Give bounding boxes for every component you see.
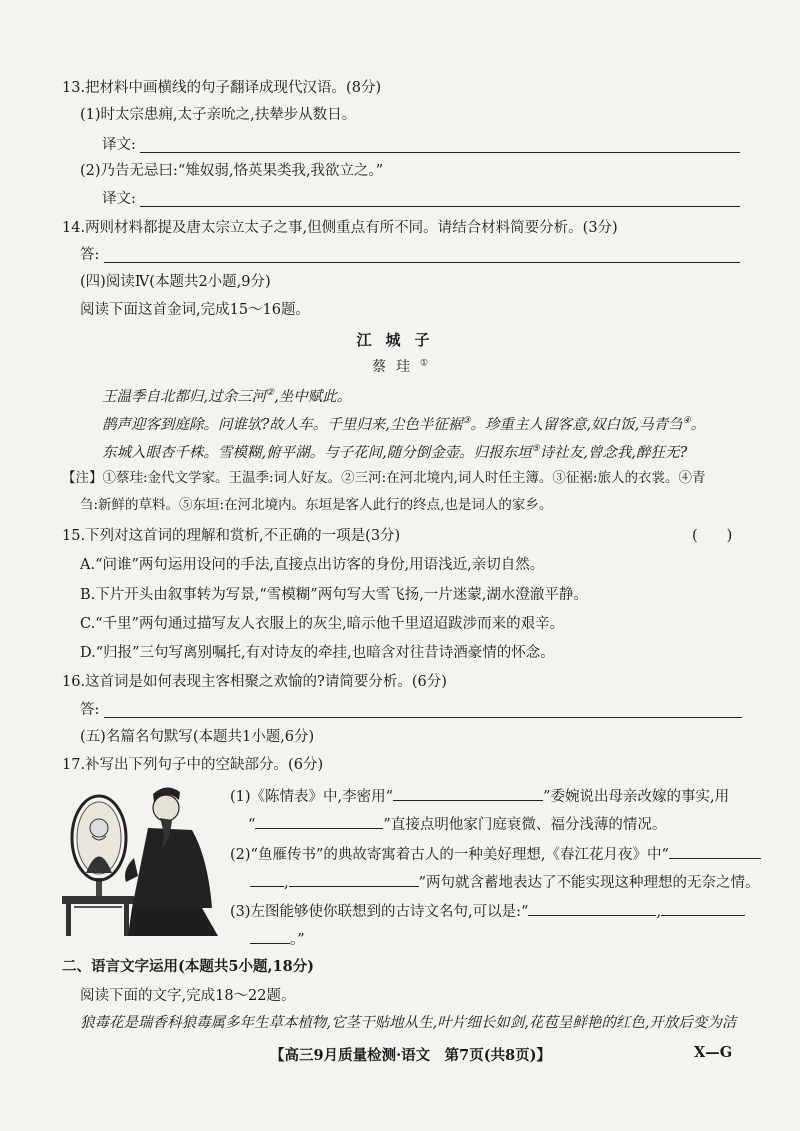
q17-part-3-line-2: 。” [250,928,305,950]
q17-part-1-line-2: “ ”直接点明他家门庭衰微、福分浅薄的情况。 [248,813,666,835]
q17-part-2-line-2: , ”两句就含蓄地表达了不能实现这种理想的无奈之情。 [250,871,760,893]
q16-answer-label: 答: [80,702,100,718]
poem-title: 江城子 [356,331,444,349]
mirror-reflection-illustration [62,778,220,938]
q14-answer-line[interactable] [104,261,740,263]
q13-heading: 13.把材料中画横线的句子翻译成现代汉语。(8分) [62,80,382,96]
q15-answer-bracket[interactable]: ( ) [692,528,733,544]
part2-passage-text: 狼毒花是瑞香科狼毒属多年生草本植物,它茎干贴地从生,叶片细长如剑,花苞呈鲜艳的红色,开放后变为洁 [80,1015,737,1031]
q17-blank-8[interactable] [250,928,290,944]
q16-heading: 16.这首词是如何表现主客相聚之欢愉的?请简要分析。(6分) [62,674,447,690]
q15-option-a[interactable]: A.“问谁”两句运用设问的手法,直接点出访客的身份,用语浅近,亲切自然。 [80,557,545,573]
reading4-section-heading: (四)阅读Ⅳ(本题共2小题,9分) [80,274,271,290]
q15-option-b[interactable]: B.下片开头由叙事转为写景,“雪模糊”两句写大雪飞扬,一片迷蒙,湖水澄澈平静。 [80,587,588,603]
part2-intro: 阅读下面的文字,完成18～22题。 [80,988,296,1004]
q13-answer-label-2: 译文: [102,191,136,207]
q17-blank-4[interactable] [250,871,284,887]
part2-heading: 二、语言文字运用(本题共5小题,18分) [62,958,315,975]
q17-blank-3[interactable] [669,843,761,859]
q15-option-d[interactable]: D.“归报”三句写离别嘱托,有对诗友的牵挂,也暗含对往昔诗酒豪情的怀念。 [80,645,555,661]
q17-part-3-line-1: (3)左图能够使你联想到的古诗文名句,可以是:“ , [230,900,745,922]
q13-sentence-1: (1)时太宗患痈,太子亲吮之,扶辇步从数日。 [80,107,357,123]
q17-blank-6[interactable] [528,900,656,916]
q17-blank-2[interactable] [255,813,383,829]
q15-heading: 15.下列对这首词的理解和赏析,不正确的一项是(3分) [62,528,401,544]
q14-answer-label: 答: [80,247,100,263]
poem-note-2: 刍:新鲜的草料。⑤东垣:在河北境内。东垣是客人此行的终点,也是词人的家乡。 [80,497,553,513]
q17-part-1-line-1: (1)《陈情表》中,李密用“ ”委婉说出母亲改嫁的事实,用 [230,785,729,807]
q15-option-c[interactable]: C.“千里”两句通过描写友人衣服上的灰尘,暗示他千里迢迢跋涉而来的艰辛。 [80,616,565,632]
q17-blank-7[interactable] [661,900,745,916]
reading4-intro: 阅读下面这首金词,完成15～16题。 [80,302,311,318]
q16-answer-line[interactable] [104,716,742,718]
poem-note-1: 【注】①蔡珪:金代文学家。王温季:词人好友。②三河:在河北境内,词人时任主簿。③征裾:旅人的衣裳。④青 [62,470,706,486]
poem-line-2: 东城入眼杏千株。雪模糊,俯平湖。与子花间,随分倒金壶。归报东垣⑤诗社友,曾念我,醉狂无? [102,444,688,461]
q17-part-2-line-1: (2)“鱼雁传书”的典故寄寓着古人的一种美好理想,《春江花月夜》中“ [230,843,761,865]
q13-answer-line-1[interactable] [140,151,740,153]
q14-heading: 14.两则材料都提及唐太宗立太子之事,但侧重点有所不同。请结合材料简要分析。(3分) [62,220,618,236]
poem-line-1: 鹊声迎客到庭除。问谁欤?故人车。千里归来,尘色半征裾③。珍重主人留客意,奴白饭,马青刍④。 [102,416,706,433]
footer-code: X—G [694,1044,733,1061]
q17-blank-5[interactable] [289,871,419,887]
q13-answer-label-1: 译文: [102,137,136,153]
section5-heading: (五)名篇名句默写(本题共1小题,6分) [80,729,315,745]
poem-author: 蔡珪① [371,358,429,375]
q13-answer-line-2[interactable] [140,205,740,207]
footer-page-info: 【高三9月质量检测·语文 第7页(共8页)】 [270,1047,552,1064]
poem-preface: 王温季自北都归,过余三河②,坐中赋此。 [102,388,352,405]
q17-heading: 17.补写出下列句子中的空缺部分。(6分) [62,757,324,773]
q17-blank-1[interactable] [393,785,543,801]
q13-sentence-2: (2)乃告无忌曰:“雉奴弱,恪英果类我,我欲立之。” [80,163,384,179]
